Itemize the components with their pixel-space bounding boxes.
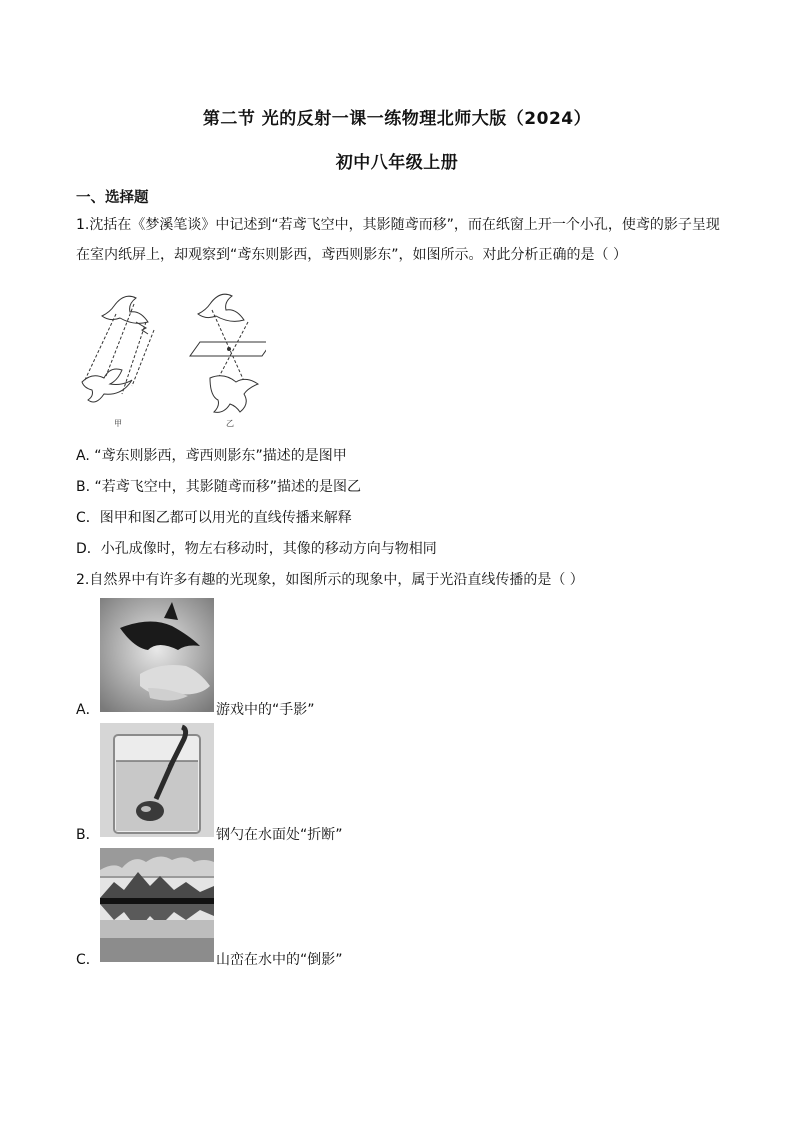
- question-1-option-b: B. “若鸢飞空中，其影随鸢而移”描述的是图乙: [76, 479, 362, 495]
- figure-label-jia: 甲: [114, 419, 122, 428]
- mountain-reflection-photo: [100, 848, 214, 962]
- option-caption: 山峦在水中的“倒影”: [216, 952, 343, 968]
- question-1-figure: [76, 286, 266, 431]
- document-title: 第二节 光的反射一课一练物理北师大版（2024）: [202, 109, 592, 129]
- section-heading: 一、选择题: [76, 190, 149, 206]
- option-letter: C．: [76, 952, 100, 968]
- option-caption: 钢勺在水面处“折断”: [216, 827, 343, 843]
- question-2-text: 2.自然界中有许多有趣的光现象，如图所示的现象中，属于光沿直线传播的是（ ）: [76, 572, 584, 588]
- option-letter: A．: [76, 702, 100, 718]
- hand-shadow-photo: [100, 598, 214, 712]
- option-letter: B．: [76, 827, 100, 843]
- figure-label-yi: 乙: [226, 419, 234, 428]
- bird-shadow-diagram-jia: [82, 296, 154, 402]
- question-1-text: 1.沈括在《梦溪笔谈》中记述到“若鸢飞空中，其影随鸢而移”，而在纸窗上开一个小孔，使鸢的影子呈现在室内纸屏上，却观察到“鸢东则影西，鸢西则影东”，如图所示。对此分析正确的是（ ）: [76, 217, 720, 263]
- spoon-in-water-photo: [100, 723, 214, 837]
- document-subtitle: 初中八年级上册: [335, 153, 459, 173]
- option-caption: 游戏中的“手影”: [216, 702, 315, 718]
- question-1-option-d: D．小孔成像时，物左右移动时，其像的移动方向与物相同: [76, 541, 437, 557]
- question-1-option-a: A. “鸢东则影西，鸢西则影东”描述的是图甲: [76, 448, 347, 464]
- question-1-option-c: C．图甲和图乙都可以用光的直线传播来解释: [76, 510, 352, 526]
- bird-shadow-diagram-yi: [190, 294, 266, 412]
